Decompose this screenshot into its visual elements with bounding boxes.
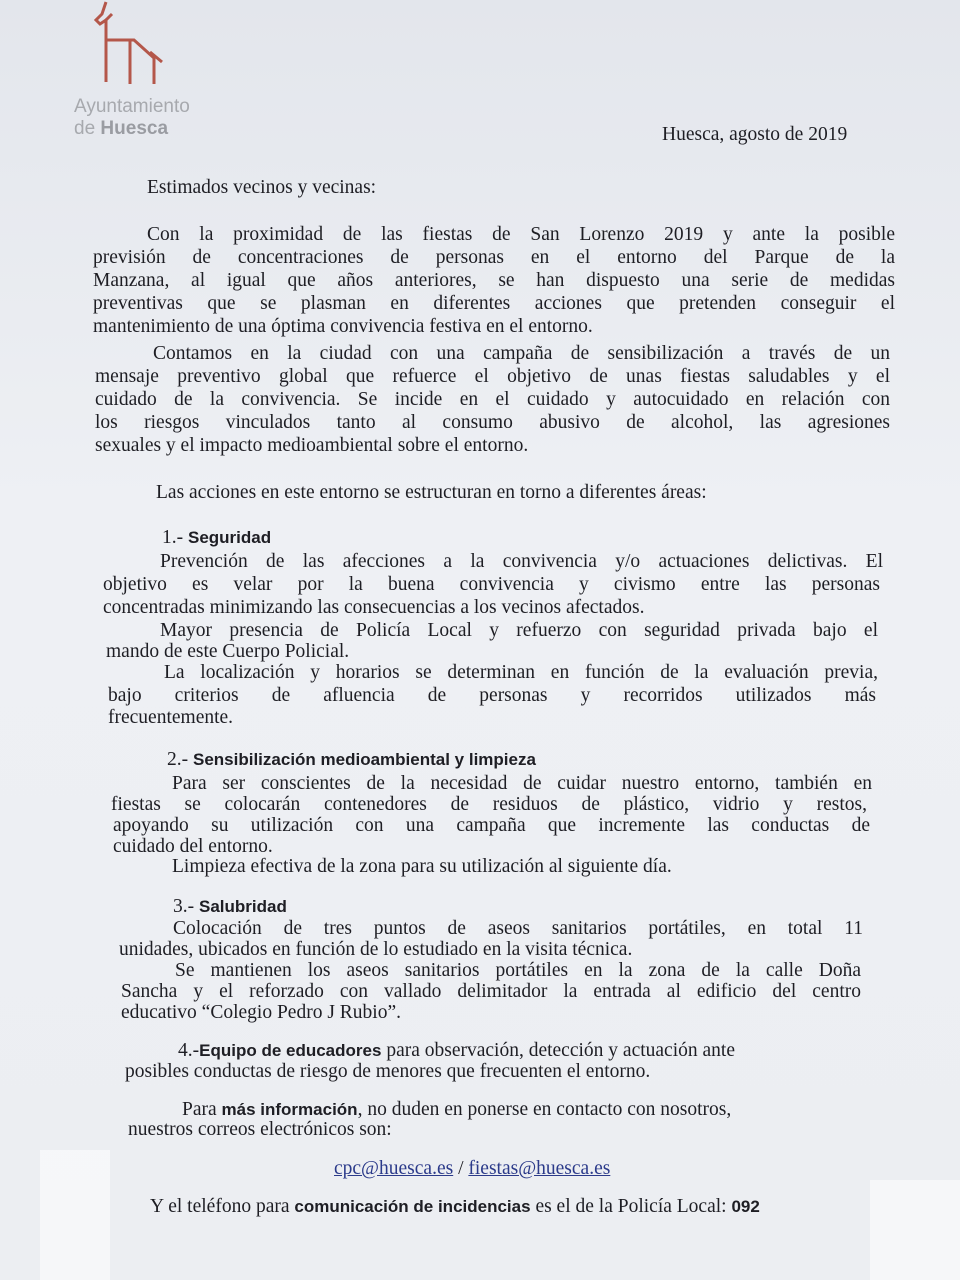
- section-1-line: Mayor presencia de Policía Local y refuerzo con seguridad privada bajo el: [160, 620, 878, 641]
- section-1-line: mando de este Cuerpo Policial.: [106, 641, 350, 662]
- intro-p1-line: preventivas que se plasman en diferentes acciones que pretenden conseguir el: [93, 293, 895, 314]
- section-1-heading: 1.- Seguridad: [162, 527, 272, 548]
- intro-p1-line: previsión de concentraciones de personas en el entorno del Parque de la: [93, 247, 895, 268]
- section-1-line: frecuentemente.: [108, 707, 234, 728]
- intro-p2-line: sexuales y el impacto medioambiental sobre el entorno.: [95, 435, 529, 456]
- intro-p2-line: mensaje preventivo global que refuerce el objetivo de unas fiestas saludables y el: [95, 366, 890, 387]
- intro-p2-line: los riesgos vinculados tanto al consumo abusivo de alcohol, las agresiones: [95, 412, 890, 433]
- section-2-line: apoyando su utilización con una campaña que incremente las conductas de: [113, 815, 870, 836]
- tape-strip-right: [870, 1180, 960, 1280]
- section-1-line: bajo criterios de afluencia de personas y recorridos utilizados más: [108, 685, 876, 706]
- section-3-line: Se mantienen los aseos sanitarios portátiles en la zona de la calle Doña: [175, 960, 861, 981]
- section-2-line: Limpieza efectiva de la zona para su utilización al siguiente día.: [172, 856, 672, 877]
- intro-p2-line: cuidado de la convivencia. Se incide en el cuidado y autocuidado en relación con: [95, 389, 890, 410]
- section-2-line: Para ser conscientes de la necesidad de cuidar nuestro entorno, también en: [172, 773, 872, 794]
- email-line: cpc@huesca.es / fiestas@huesca.es: [334, 1158, 611, 1179]
- contact-line1: Para más información, no duden en ponerse en contacto con nosotros,: [182, 1099, 732, 1120]
- section-3-line: educativo “Colegio Pedro J Rubio”.: [121, 1002, 401, 1023]
- section-3-heading: 3.- Salubridad: [173, 896, 287, 917]
- section-3-line: Colocación de tres puntos de aseos sanitarios portátiles, en total 11: [173, 918, 863, 939]
- section-2-heading: 2.- Sensibilización medioambiental y limpieza: [167, 749, 536, 770]
- section-4-line: posibles conductas de riesgo de menores que frecuenten el entorno.: [125, 1061, 651, 1082]
- section-1-line: concentradas minimizando las consecuencias a los vecinos afectados.: [103, 597, 645, 618]
- logo-line1: Ayuntamiento: [74, 96, 190, 117]
- section-2-line: cuidado del entorno.: [113, 836, 273, 857]
- footer-phone-line: Y el teléfono para comunicación de incidencias es el de la Policía Local: 092: [150, 1196, 760, 1217]
- greeting: Estimados vecinos y vecinas:: [147, 177, 377, 198]
- areas-intro: Las acciones en este entorno se estructuran en torno a diferentes áreas:: [156, 482, 707, 503]
- intro-p2-line: Contamos en la ciudad con una campaña de sensibilización a través de un: [153, 343, 890, 364]
- logo-line2: de Huesca: [74, 118, 169, 139]
- email-link-fiestas[interactable]: fiestas@huesca.es: [468, 1158, 611, 1179]
- intro-p1-line: mantenimiento de una óptima convivencia festiva en el entorno.: [93, 316, 593, 337]
- date-line: Huesca, agosto de 2019: [662, 124, 848, 145]
- huesca-logo: [70, 0, 220, 140]
- section-3-line: unidades, ubicados en función de lo estudiado en la visita técnica.: [119, 939, 633, 960]
- intro-p1-line: Manzana, al igual que años anteriores, se han dispuesto una serie de medidas: [93, 270, 895, 291]
- contact-line2: nuestros correos electrónicos son:: [128, 1119, 392, 1140]
- intro-p1-line: Con la proximidad de las fiestas de San Lorenzo 2019 y ante la posible: [147, 224, 895, 245]
- email-link-cpc[interactable]: cpc@huesca.es: [334, 1158, 454, 1179]
- section-1-line: La localización y horarios se determinan en función de la evaluación previa,: [164, 662, 878, 683]
- section-4-heading: 4.-Equipo de educadores para observación, detección y actuación ante: [178, 1040, 735, 1061]
- goat-logo-icon: [90, 0, 180, 92]
- tape-strip: [40, 1150, 110, 1280]
- section-1-line: objetivo es velar por la buena convivencia y civismo entre las personas: [103, 574, 880, 595]
- police-phone: 092: [731, 1197, 760, 1216]
- section-3-line: Sancha y el reforzado con vallado delimitador la entrada al edificio del centro: [121, 981, 861, 1002]
- section-2-line: fiestas se colocarán contenedores de residuos de plástico, vidrio y restos,: [111, 794, 867, 815]
- section-1-line: Prevención de las afecciones a la convivencia y/o actuaciones delictivas. El: [160, 551, 883, 572]
